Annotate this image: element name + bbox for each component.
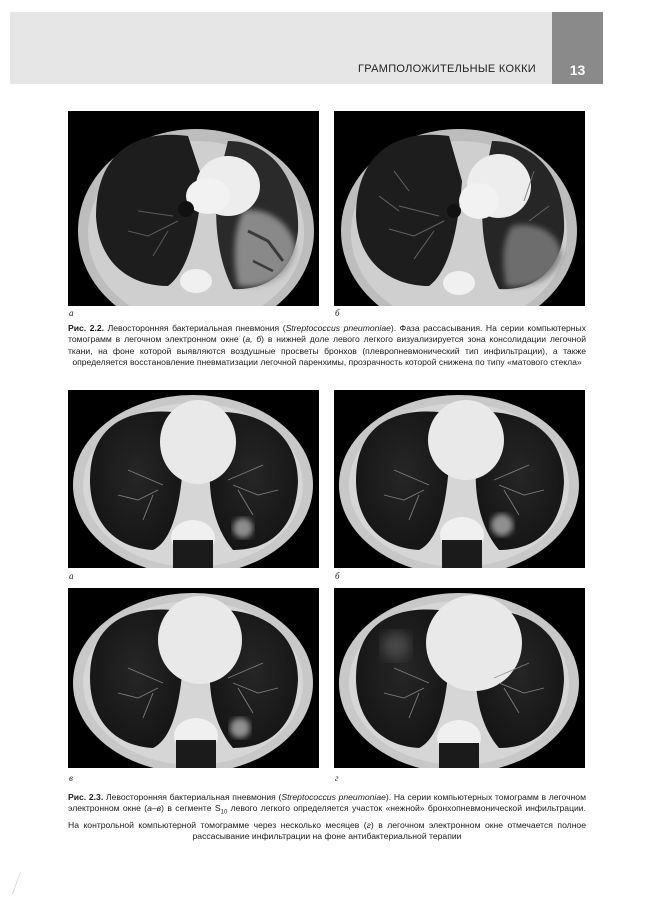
panel-label: б [335, 571, 340, 581]
panel-label: г [335, 773, 339, 783]
caption-text: Левосторонняя бактериальная пневмония ( [103, 792, 282, 802]
figure-caption-2-2 [68, 323, 586, 369]
caption-subscript: 10 [220, 810, 228, 817]
ct-scan-2-2-a [68, 111, 319, 306]
caption-text: левого легкого определяется участок «нежной» бронхопневмонической инфильтрации. На контрольной компьютерной томограмме через несколько месяцев ( [68, 803, 586, 830]
caption-text: ) в нижней доле левого легкого визуализируется зона консолидации легочной ткани, на фоне которой выявляются воздушные просветы бронхов (плевропневмонический тип инфильтрации), а также определяется восстановление пневматизации легочной паренхимы, прозрачность которой снижена по типу «матового стекла» [68, 334, 586, 368]
panel-label: а [69, 308, 74, 318]
caption-pathogen: Streptococcus pneumoniae [281, 792, 386, 802]
caption-panel-ref: а, б [245, 334, 262, 345]
caption-text: ). Фаза рассасывания. На серии компьютерных томограмм в легочном электронном окне ( [68, 323, 586, 345]
caption-text: Левосторонняя бактериальная пневмония ( [104, 323, 286, 333]
caption-pathogen: Streptococcus pneumoniae [285, 323, 391, 333]
corner-mark [12, 872, 31, 894]
caption-panel-ref: а–в [147, 803, 162, 814]
figure-caption-2-3 [68, 792, 586, 842]
ct-scan-2-3-b [334, 390, 585, 568]
ct-scan-2-3-a [68, 390, 319, 568]
caption-text: ) в сегменте S [161, 803, 221, 814]
caption-prefix: Рис. 2.2. [68, 323, 105, 333]
caption-text: ). На серии компьютерных томограмм в легочном электронном окне ( [68, 792, 586, 814]
ct-scan-2-3-c [68, 588, 319, 768]
page-number-box [552, 12, 603, 84]
caption-text: ) в легочном электронном окне отмечается полное рассасывание инфильтрации на фоне антибактериальной терапии [192, 819, 586, 841]
panel-label: б [335, 308, 340, 318]
ct-scan-2-2-b [334, 111, 585, 306]
section-title: ГРАМПОЛОЖИТЕЛЬНЫЕ КОККИ [357, 63, 536, 75]
caption-prefix: Рис. 2.3. [68, 792, 104, 802]
ct-scan-2-3-d [334, 588, 585, 768]
page-number: 13 [569, 62, 586, 78]
caption-panel-ref: г [366, 819, 371, 830]
panel-label: а [69, 571, 74, 581]
panel-label: в [69, 773, 73, 783]
